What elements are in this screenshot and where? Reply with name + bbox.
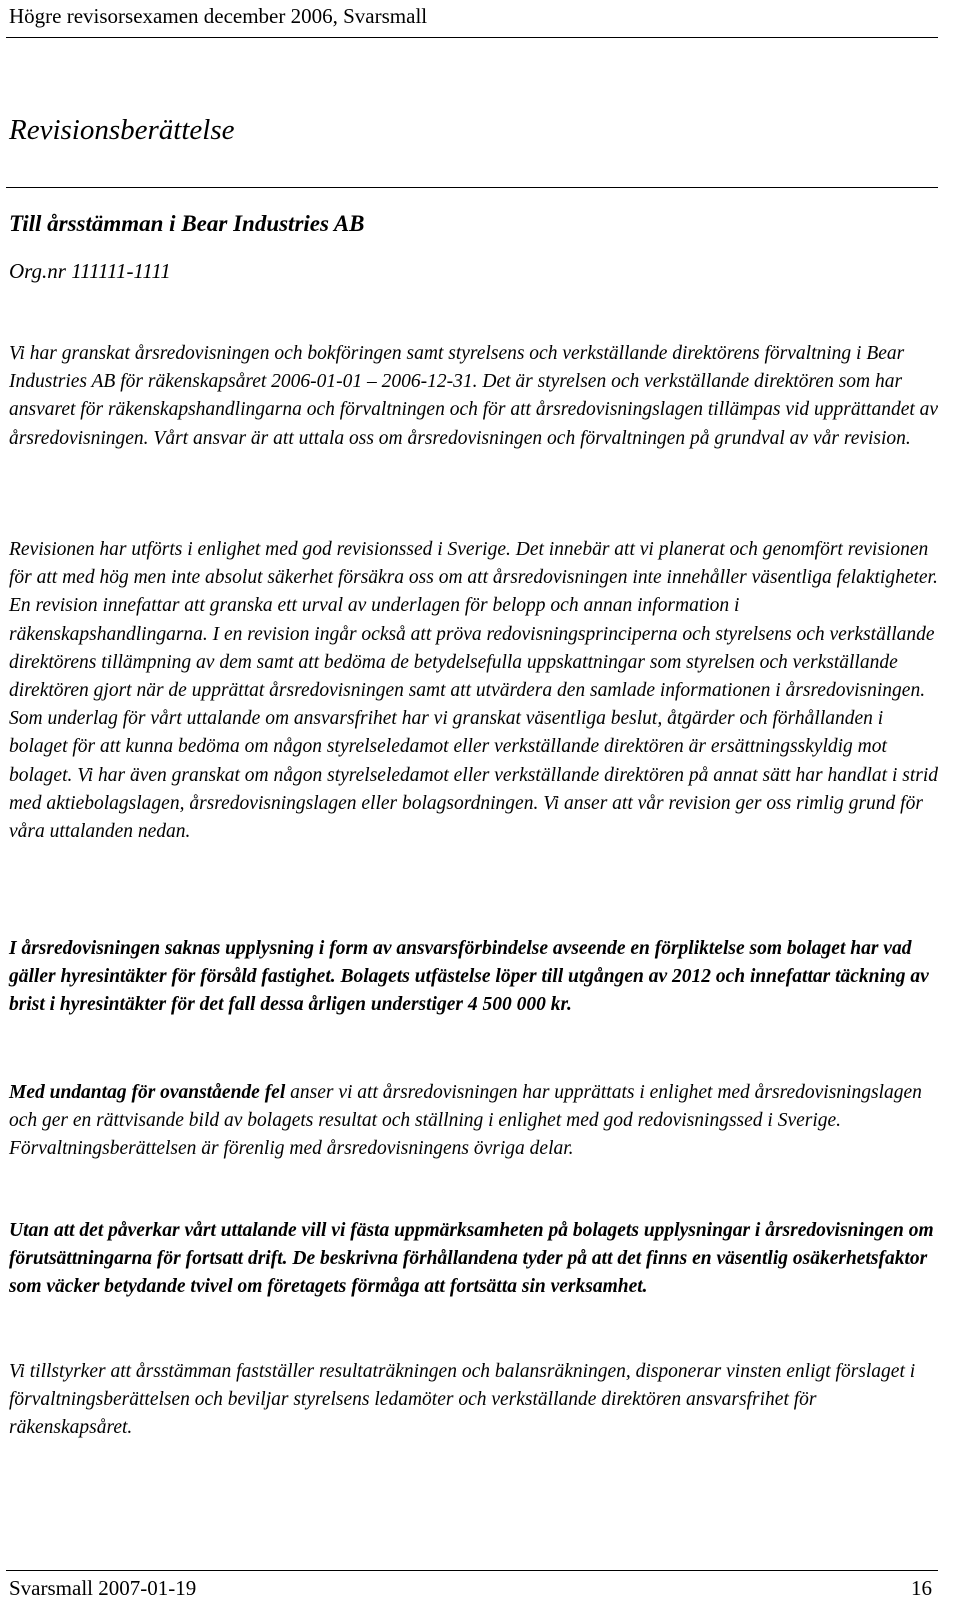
opinion-text: anser vi att årsredovisningen har upprättats i enlighet med årsredovisningslagen och ger en rättvisande bild av bolagets resultat och ställning i enlighet med god redovisningssed i Sverige. Förvaltningsberättelsen är förenlig med årsredovisningens övriga delar. — [9, 1082, 922, 1160]
title-divider — [6, 187, 938, 188]
paragraph-audit-method: Revisionen har utförts i enlighet med god revisionssed i Sverige. Det innebär att vi planerat och genomfört revisionen för att med hög men inte absolut säkerhet försäkra oss om att årsredovisningen inte innehåller väsentliga felaktigheter. En revision innefattar att granska ett urval av underlagen för belopp och annan information i räkenskapshandlingarna. I en revision ingår också att pröva redovisningsprinciperna och styrelsens och verkställande direktörens tillämpning av dem samt att bedöma de betydelsefulla uppskattningar som styrelsen och verkställande direktören gjort när de upprättat årsredovisningen samt att utvärdera den samlade informationen i årsredovisningen. Som underlag för vårt uttalande om ansvarsfrihet har vi granskat väsentliga beslut, åtgärder och förhållanden i bolaget för att kunna bedöma om någon styrelseledamot eller verkställande direktören är ersättningsskyldig mot bolaget. Vi har även granskat om någon styrelseledamot eller verkställande direktören på annat sätt har handlat i strid med aktiebolagslagen, årsredovisningslagen eller bolagsordningen. Vi anser att vår revision ger oss rimlig grund för våra uttalanden nedan. — [9, 539, 939, 843]
paragraph-scope: Vi har granskat årsredovisningen och bokföringen samt styrelsens och verkställande direktörens förvaltning i Bear Industries AB för räkenskapsåret 2006-01-01 – 2006-12-31. Det är styrelsen och verkställande direktören som har ansvaret för räkenskapshandlingarna och förvaltningen och för att årsredovisningslagen tillämpas vid upprättandet av årsredovisningen. Vårt ansvar är att uttala oss om årsredovisningen och förvaltningen på grundval av vår revision. — [9, 343, 939, 449]
paragraph-opinion — [9, 1079, 939, 1164]
header-divider — [6, 37, 938, 38]
running-header: Högre revisorsexamen december 2006, Svarsmall — [9, 4, 428, 28]
paragraph-recommendation: Vi tillstyrker att årsstämman fastställer resultaträkningen och balansräkningen, disponerar vinsten enligt förslaget i förvaltningsberättelsen och beviljar styrelsens ledamöter och verkställande direktören ansvarsfrihet för räkenskapsåret. — [9, 1361, 916, 1439]
footer-label: Svarsmall 2007-01-19 — [9, 1576, 197, 1600]
paragraph-emphasis-of-matter: Utan att det påverkar vårt uttalande vill vi fästa uppmärksamheten på bolagets upplysningar i årsredovisningen om förutsättningarna för fortsatt drift. De beskrivna förhållandena tyder på att det finns en väsentlig osäkerhetsfaktor som väcker betydande tvivel om företagets förmåga att fortsätta sin verksamhet. — [9, 1220, 934, 1298]
page-number: 16 — [911, 1576, 932, 1600]
addressee-line: Till årsstämman i Bear Industries AB — [9, 211, 365, 236]
paragraph-qualification: I årsredovisningen saknas upplysning i form av ansvarsförbindelse avseende en förpliktelse som bolaget har vad gäller hyresintäkter för försåld fastighet. Bolagets utfästelse löper till utgången av 2012 och innefattar täckning av brist i hyresintäkter för det fall dessa årligen understiger 4 500 000 kr. — [9, 938, 929, 1016]
opinion-qualifier: Med undantag för ovanstående fel — [9, 1082, 286, 1103]
footer-divider — [6, 1570, 938, 1571]
document-title: Revisionsberättelse — [9, 114, 235, 146]
org-number: Org.nr 111111-1111 — [9, 259, 171, 283]
